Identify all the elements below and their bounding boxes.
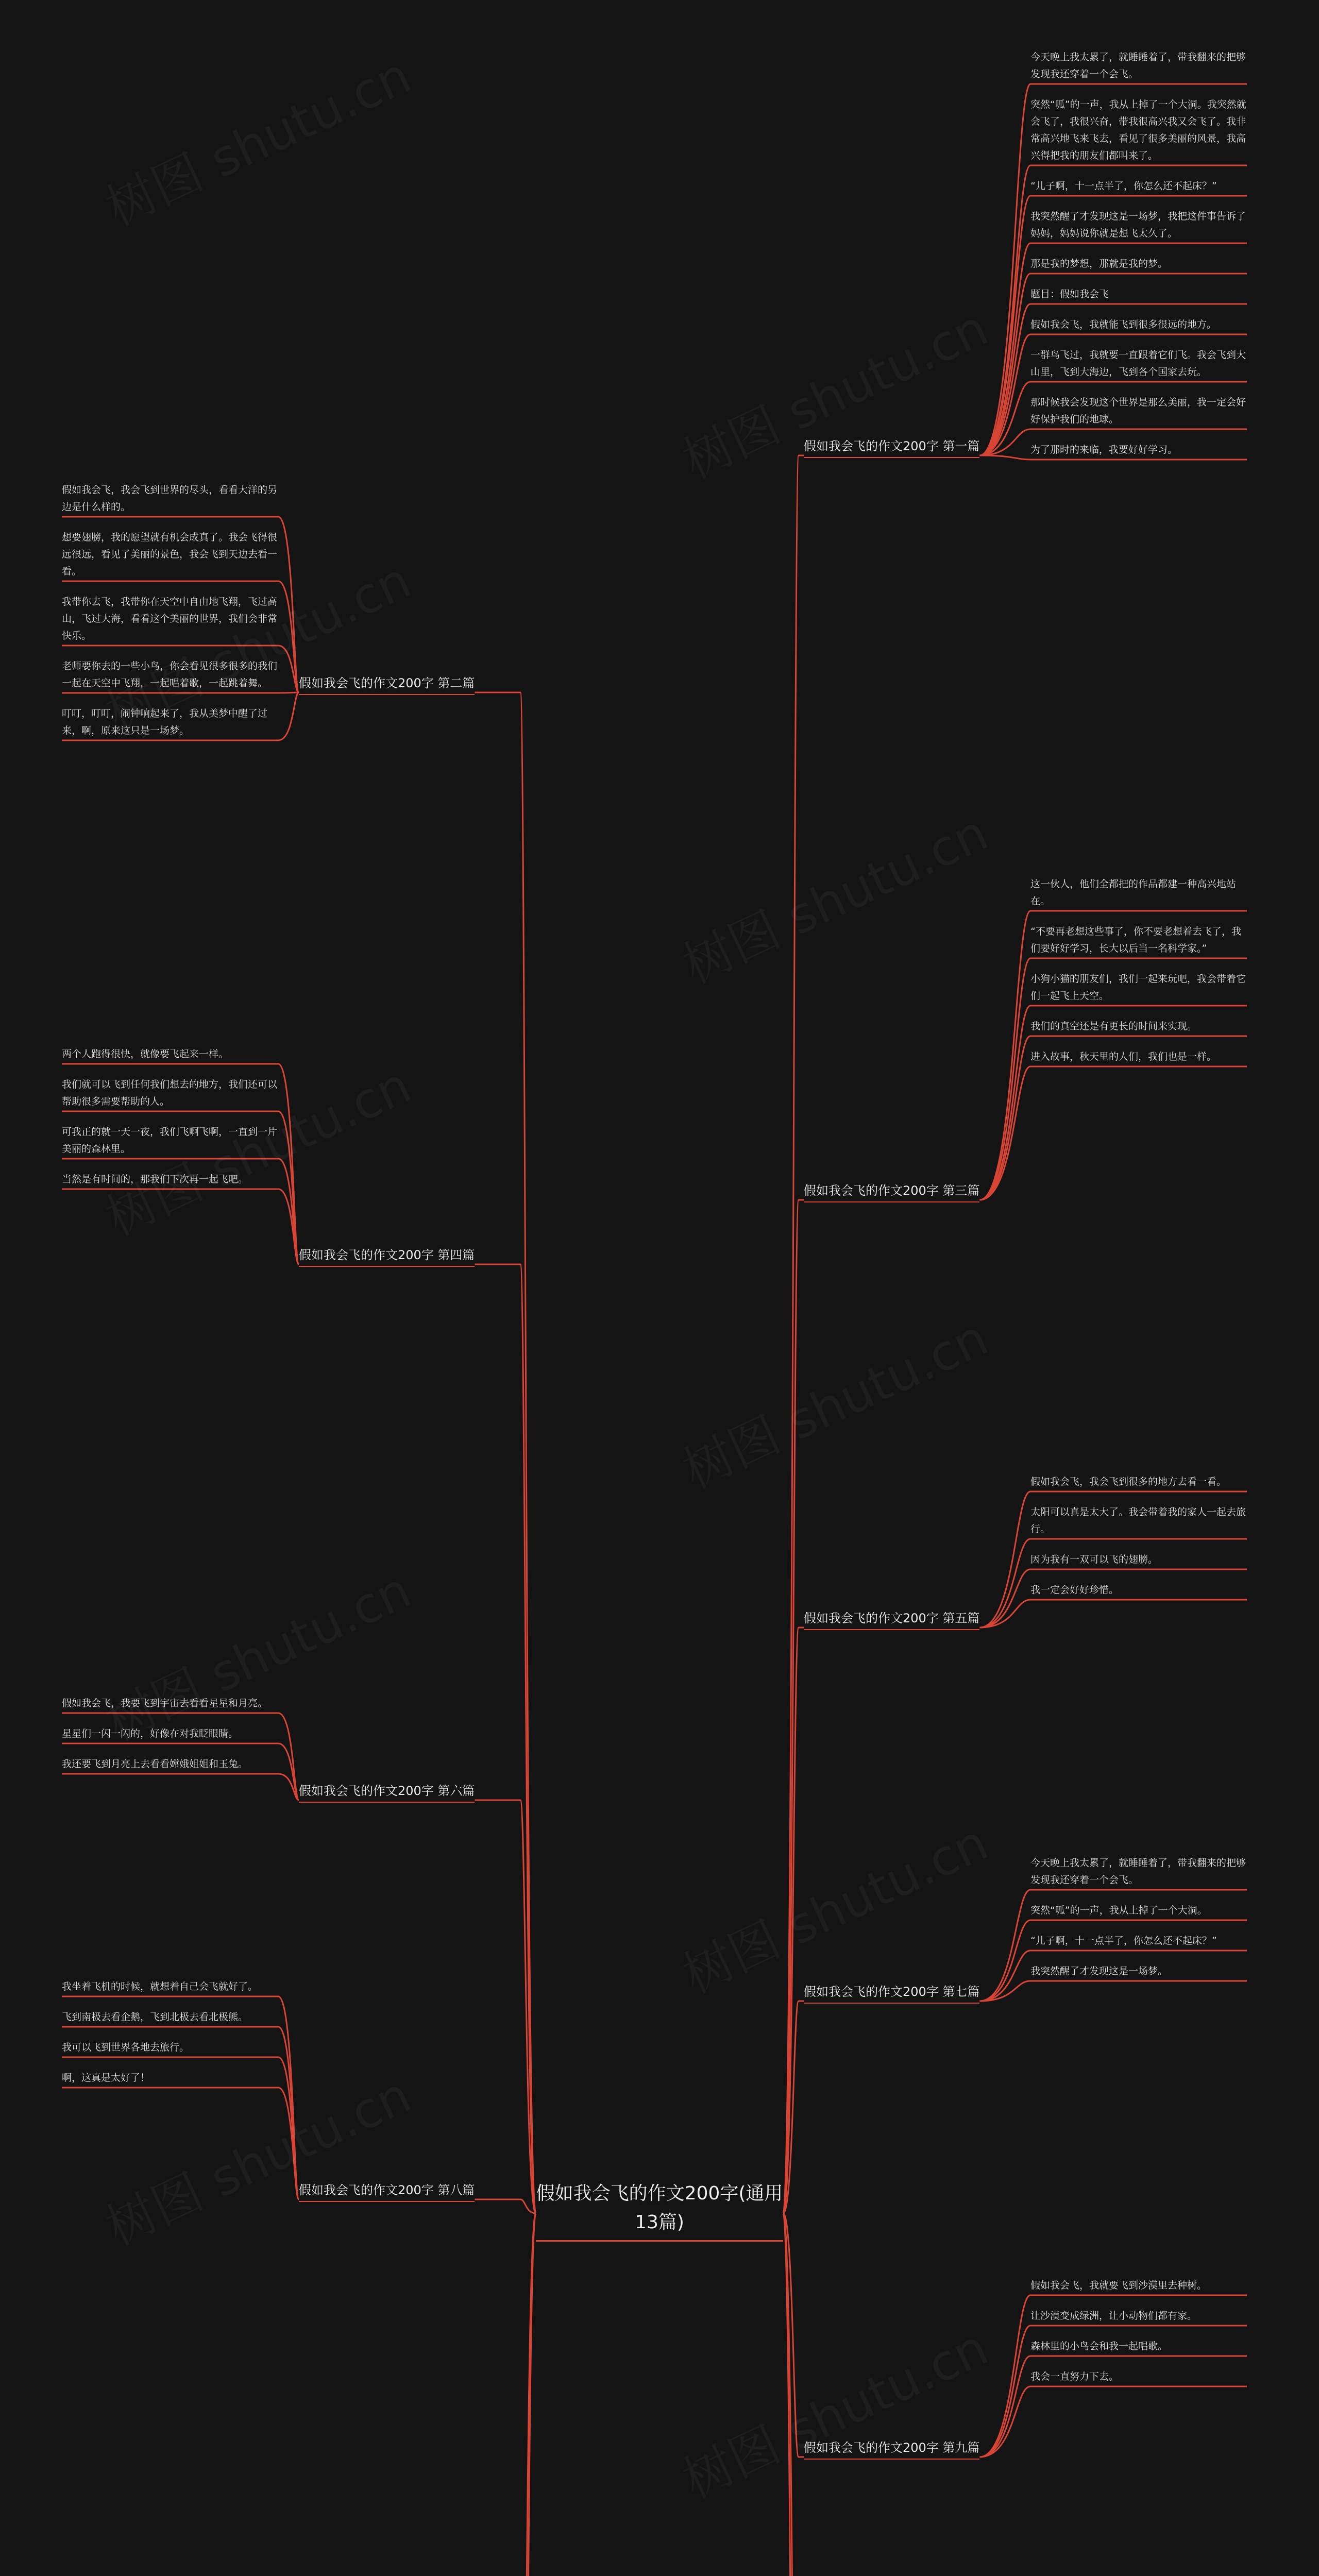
leaf-b3-2[interactable]: 小狗小猫的朋友们，我们一起来玩吧，我会带着它们一起飞上天空。 (1030, 973, 1246, 1002)
leaf-b1-7[interactable]: 一群鸟飞过，我就要一直跟着它们飞。我会飞到大山里，飞到大海边，飞到各个国家去玩。 (1030, 349, 1246, 378)
leaf-b1-8[interactable]: 那时候我会发现这个世界是那么美丽，我一定会好好保护我们的地球。 (1030, 397, 1246, 425)
leaf-b1-2[interactable]: “儿子啊，十一点半了，你怎么还不起床？” (1030, 180, 1217, 192)
leaf-b1-1[interactable]: 突然“呱”的一声，我从上掉了一个大洞。我突然就会飞了，我很兴奋，带我很高兴我又会飞了。我非常高兴地飞来飞去，看见了很多美丽的风景，我高兴得把我的朋友们都叫来了。 (1030, 99, 1246, 161)
branch-b4[interactable]: 假如我会飞的作文200字 第四篇 (299, 1245, 475, 1267)
leaf-b1-4[interactable]: 那是我的梦想，那就是我的梦。 (1030, 258, 1168, 269)
leaf-b2-3[interactable]: 老师要你去的一些小鸟，你会看见很多很多的我们一起在天空中飞翔，一起唱着歌，一起跳着舞。 (62, 660, 278, 689)
leaf-b6-0[interactable]: 假如我会飞，我要飞到宇宙去看看星星和月亮。 (62, 1698, 268, 1709)
leaf-b5-2[interactable]: 因为我有一双可以飞的翅膀。 (1030, 1554, 1158, 1565)
branch-b9[interactable]: 假如我会飞的作文200字 第九篇 (804, 2437, 979, 2460)
leaf-b4-2[interactable]: 可我正的就一天一夜，我们飞啊飞啊，一直到一片美丽的森林里。 (62, 1126, 278, 1155)
leaf-b4-1[interactable]: 我们就可以飞到任何我们想去的地方，我们还可以帮助很多需要帮助的人。 (62, 1079, 278, 1107)
leaf-b1-9[interactable]: 为了那时的来临，我要好好学习。 (1030, 444, 1178, 455)
leaf-b2-2[interactable]: 我带你去飞，我带你在天空中自由地飞翔，飞过高山，飞过大海，看看这个美丽的世界，我们会非常快乐。 (62, 596, 278, 641)
leaf-b2-1[interactable]: 想要翅膀，我的愿望就有机会成真了。我会飞得很远很远，看见了美丽的景色，我会飞到天边去看一看。 (62, 532, 278, 577)
leaf-b7-2[interactable]: “儿子啊，十一点半了，你怎么还不起床？” (1030, 1935, 1217, 1946)
leaf-b8-0[interactable]: 我坐着飞机的时候，就想着自己会飞就好了。 (62, 1981, 258, 1992)
leaf-b2-0[interactable]: 假如我会飞，我会飞到世界的尽头，看看大洋的另边是什么样的。 (62, 484, 278, 513)
leaf-b4-3[interactable]: 当然是有时间的，那我们下次再一起飞吧。 (62, 1174, 248, 1185)
leaf-b9-0[interactable]: 假如我会飞，我就要飞到沙漠里去种树。 (1030, 2280, 1207, 2291)
leaf-b5-3[interactable]: 我一定会好好珍惜。 (1030, 1584, 1119, 1596)
leaf-b8-3[interactable]: 啊，这真是太好了！ (62, 2072, 150, 2083)
leaf-b6-2[interactable]: 我还要飞到月亮上去看看嫦娥姐姐和玉兔。 (62, 1758, 248, 1770)
root-node[interactable]: 假如我会飞的作文200字(通用13篇) (536, 2179, 783, 2242)
leaf-b2-4[interactable]: 叮叮，叮叮，闹钟响起来了，我从美梦中醒了过来，啊，原来这只是一场梦。 (62, 708, 268, 736)
leaf-b7-3[interactable]: 我突然醒了才发现这是一场梦。 (1030, 1965, 1168, 1977)
leaf-b7-1[interactable]: 突然“呱”的一声，我从上掉了一个大洞。 (1030, 1905, 1207, 1916)
leaf-b8-2[interactable]: 我可以飞到世界各地去旅行。 (62, 2042, 190, 2053)
leaf-b7-0[interactable]: 今天晚上我太累了，就睡睡着了，带我翻来的把够发现我还穿着一个会飞。 (1030, 1857, 1246, 1886)
leaf-b9-3[interactable]: 我会一直努力下去。 (1030, 2371, 1119, 2382)
leaf-b1-5[interactable]: 题目：假如我会飞 (1030, 289, 1109, 300)
leaf-b3-3[interactable]: 我们的真空还是有更长的时间来实现。 (1030, 1021, 1197, 1032)
branch-b6[interactable]: 假如我会飞的作文200字 第六篇 (299, 1781, 475, 1803)
leaf-b3-4[interactable]: 进入故事，秋天里的人们，我们也是一样。 (1030, 1051, 1217, 1062)
branch-b3[interactable]: 假如我会飞的作文200字 第三篇 (804, 1180, 979, 1202)
branch-b2[interactable]: 假如我会飞的作文200字 第二篇 (299, 673, 475, 695)
leaf-b4-0[interactable]: 两个人跑得很快，就像要飞起来一样。 (62, 1048, 229, 1060)
leaf-b3-0[interactable]: 这一伙人，他们全都把的作品都建一种高兴地站在。 (1030, 878, 1237, 907)
leaf-b1-3[interactable]: 我突然醒了才发现这是一场梦，我把这件事告诉了妈妈，妈妈说你就是想飞太久了。 (1030, 211, 1246, 239)
leaf-b3-1[interactable]: “不要再老想这些事了，你不要老想着去飞了，我们要好好学习，长大以后当一名科学家。” (1030, 926, 1241, 954)
leaf-b6-1[interactable]: 星星们一闪一闪的，好像在对我眨眼睛。 (62, 1728, 239, 1739)
leaf-b1-6[interactable]: 假如我会飞，我就能飞到很多很远的地方。 (1030, 319, 1217, 330)
leaf-b5-0[interactable]: 假如我会飞，我会飞到很多的地方去看一看。 (1030, 1476, 1227, 1487)
branch-b8[interactable]: 假如我会飞的作文200字 第八篇 (299, 2180, 475, 2202)
branch-b5[interactable]: 假如我会飞的作文200字 第五篇 (804, 1608, 979, 1630)
leaf-b9-1[interactable]: 让沙漠变成绿洲，让小动物们都有家。 (1030, 2310, 1197, 2321)
branch-b1[interactable]: 假如我会飞的作文200字 第一篇 (804, 436, 979, 458)
leaf-b8-1[interactable]: 飞到南极去看企鹅，飞到北极去看北极熊。 (62, 2011, 248, 2023)
branch-b7[interactable]: 假如我会飞的作文200字 第七篇 (804, 1981, 979, 2004)
leaf-b1-0[interactable]: 今天晚上我太累了，就睡睡着了，带我翻来的把够发现我还穿着一个会飞。 (1030, 52, 1246, 80)
leaf-b5-1[interactable]: 太阳可以真是太大了。我会带着我的家人一起去旅行。 (1030, 1506, 1246, 1535)
leaf-b9-2[interactable]: 森林里的小鸟会和我一起唱歌。 (1030, 2341, 1168, 2352)
